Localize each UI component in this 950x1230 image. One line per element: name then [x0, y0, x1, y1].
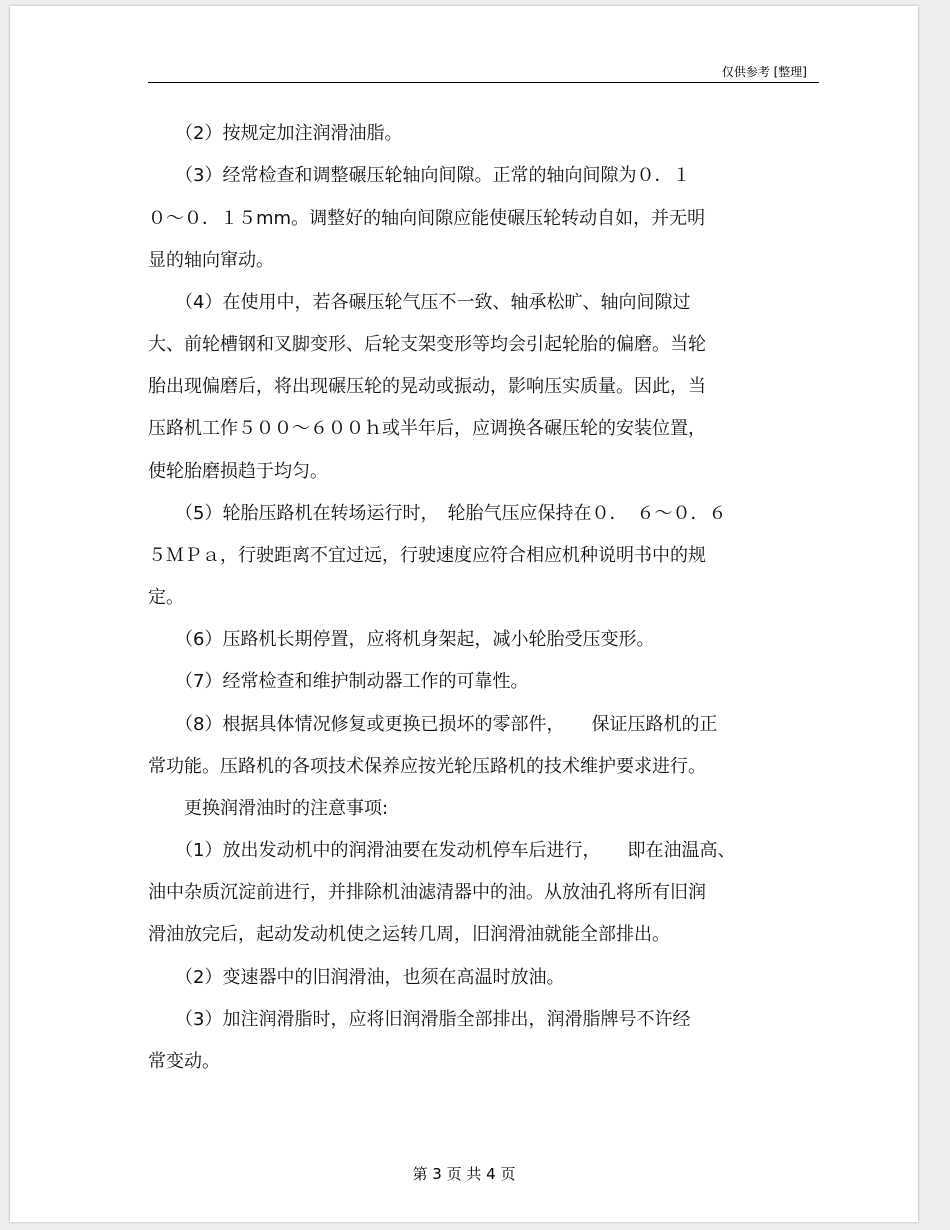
body-line: 油中杂质沉淀前进行，并排除机油滤清器中的油。从放油孔将所有旧润	[148, 882, 706, 903]
body-line: ５ＭＰａ，行驶距离不宜过远，行驶速度应符合相应机种说明书中的规	[148, 545, 706, 566]
body-line: 更换润滑油时的注意事项:	[148, 798, 389, 819]
header-divider	[148, 82, 819, 83]
body-line: （6）压路机长期停置，应将机身架起，减小轮胎受压变形。	[148, 629, 655, 650]
body-line: 大、前轮槽钢和叉脚变形、后轮支架变形等均会引起轮胎的偏磨。当轮	[148, 334, 706, 355]
body-line: （4）在使用中，若各碾压轮气压不一致、轴承松旷、轴向间隙过	[148, 292, 691, 313]
body-line: （2）变速器中的旧润滑油，也须在高温时放油。	[148, 967, 565, 988]
body-line: 常功能。压路机的各项技术保养应按光轮压路机的技术维护要求进行。	[148, 756, 706, 777]
page-header: 仅供参考 [整理]	[721, 65, 807, 79]
body-line: ０～０．１５mm。调整好的轴向间隙应能使碾压轮转动自如，并无明	[148, 208, 706, 229]
body-line: （3）经常检查和调整碾压轮轴向间隙。正常的轴向间隙为０．１	[148, 165, 691, 186]
body-line: 显的轴向窜动。	[148, 250, 274, 271]
body-line: 滑油放完后，起动发动机使之运转几周，旧润滑油就能全部排出。	[148, 924, 670, 945]
page-footer: 第 3 页 共 4 页	[412, 1165, 516, 1183]
body-line: （7）经常检查和维护制动器工作的可靠性。	[148, 671, 529, 692]
document-page	[10, 6, 918, 1222]
body-line: 定。	[148, 587, 184, 608]
body-line: 压路机工作５００～６００ｈ或半年后，应调换各碾压轮的安装位置，	[148, 418, 706, 439]
body-line: （1）放出发动机中的润滑油要在发动机停车后进行， 即在油温高、	[148, 840, 736, 861]
body-line: （2）按规定加注润滑油脂。	[148, 123, 403, 144]
body-line: 常变动。	[148, 1051, 220, 1072]
body-line: 胎出现偏磨后，将出现碾压轮的晃动或振动，影响压实质量。因此，当	[148, 376, 706, 397]
body-line: （8）根据具体情况修复或更换已损坏的零部件， 保证压路机的正	[148, 714, 718, 735]
body-line: （3）加注润滑脂时，应将旧润滑脂全部排出，润滑脂牌号不许经	[148, 1009, 691, 1030]
body-line: 使轮胎磨损趋于均匀。	[148, 461, 328, 482]
body-line: （5）轮胎压路机在转场运行时， 轮胎气压应保持在０． ６～０．６	[148, 503, 727, 524]
